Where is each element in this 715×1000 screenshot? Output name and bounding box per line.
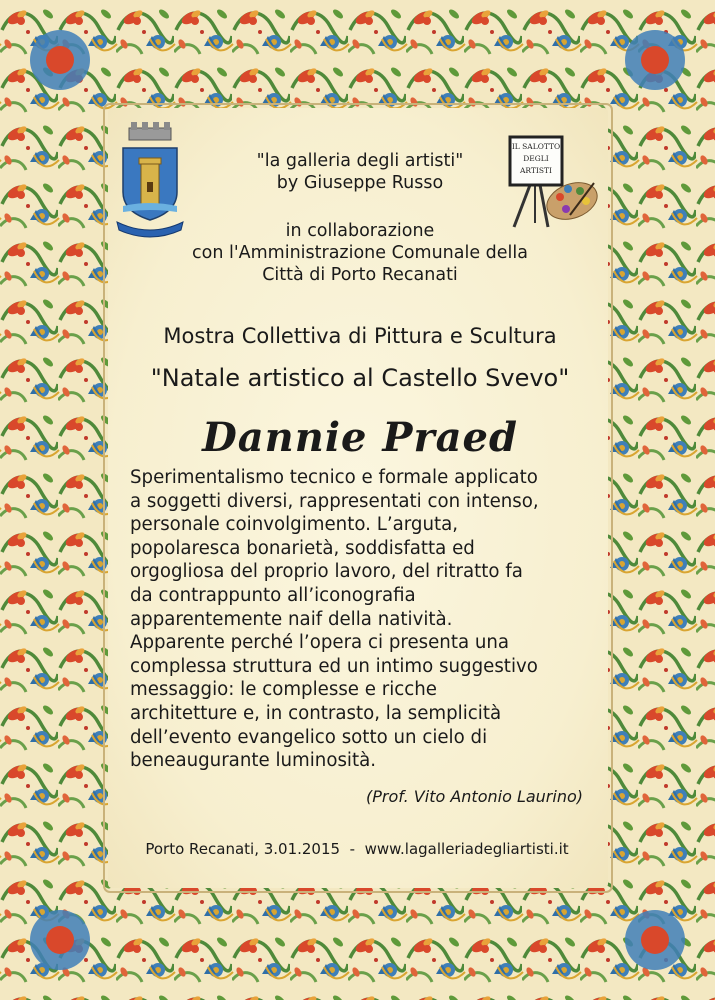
exhibition-name: "Natale artistico al Castello Svevo" [150, 364, 570, 392]
easel-sign-line-1: IL SALOTTO [511, 142, 561, 151]
review-line: personale coinvolgimento. L’arguta, [130, 514, 459, 536]
artist-name: Dannie Praed [202, 414, 518, 461]
review-text [130, 466, 600, 773]
review-line: messaggio: le complesse e ricche [130, 679, 437, 701]
gallery-curator: by Giuseppe Russo [276, 173, 444, 193]
footer-separator: - [349, 840, 356, 858]
review-line: architetture e, in contrasto, la semplicità [130, 702, 502, 724]
review-line: da contrappunto all’iconografia [130, 584, 416, 606]
collaboration-header [140, 220, 580, 286]
review-line: a soggetti diversi, rappresentati con intenso, [130, 490, 539, 512]
review-line: apparentemente naif della natività. [130, 608, 453, 630]
review-line: Apparente perché l’opera ci presenta una [130, 632, 510, 654]
place-date: Porto Recanati, 3.01.2015 [145, 840, 341, 858]
gallery-header [140, 150, 580, 194]
review-line: complessa struttura ed un intimo suggestivo [130, 655, 538, 677]
review-line: orgogliosa del proprio lavoro, del ritratto fa [130, 561, 523, 583]
website-link[interactable]: www.lagalleriadegliartisti.it [364, 840, 569, 858]
exhibition-title: Mostra Collettiva di Pittura e Scultura [163, 324, 557, 348]
gallery-name: "la galleria degli artisti" [256, 151, 464, 171]
administration-line: con l'Amministrazione Comunale della [191, 243, 528, 263]
review-line: beneaugurante luminosità. [130, 750, 377, 772]
review-line: dell’evento evangelico sotto un cielo di [130, 726, 488, 748]
footer [112, 840, 602, 858]
easel-sign-line-2: DEGLI [523, 154, 549, 163]
review-line: Sperimentalismo tecnico e formale applicato [130, 467, 538, 488]
collaboration-line: in collaborazione [285, 221, 435, 241]
easel-sign-line-3: ARTISTI [520, 166, 552, 175]
review-author: (Prof. Vito Antonio Laurino) [366, 787, 583, 806]
city-line: Città di Porto Recanati [262, 265, 458, 285]
review-line: popolaresca bonarietà, soddisfatta ed [130, 537, 475, 559]
